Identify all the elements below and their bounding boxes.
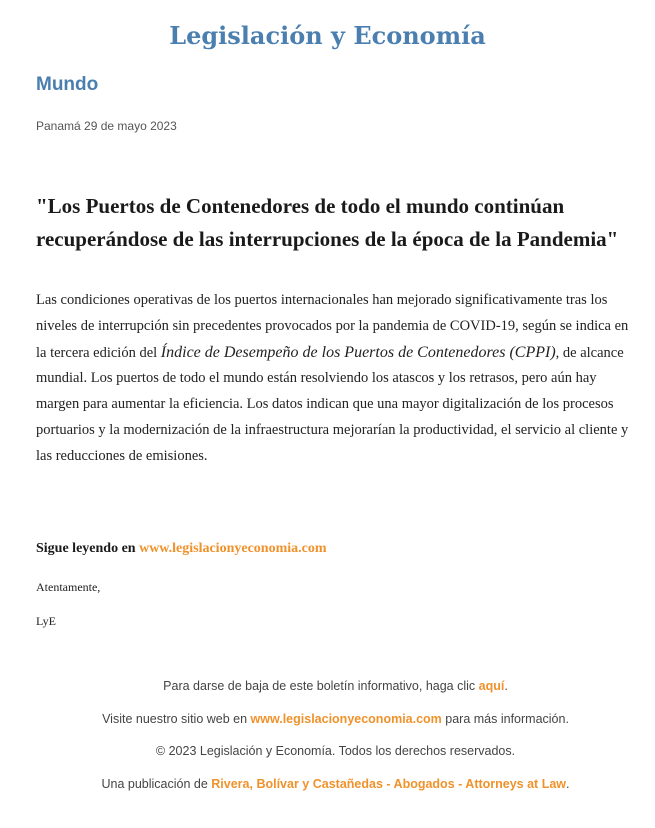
footer-publisher-text: Una publicación de: [101, 776, 212, 791]
footer-publisher: [0, 775, 655, 808]
publisher-link[interactable]: Rivera, Bolívar y Castañedas - Abogados - Attorneys at Law: [211, 776, 567, 791]
footer-unsubscribe-end: .: [504, 679, 508, 693]
article-body-index-title: Índice de Desempeño de los Puertos de Contenedores (CPPI): [160, 343, 556, 361]
unsubscribe-link[interactable]: aquí: [478, 679, 505, 693]
footer-visit-end: para más información.: [441, 711, 569, 726]
article-dateline: Panamá 29 de mayo 2023: [36, 119, 177, 133]
footer-copyright: © 2023 Legislación y Economía. Todos los derechos reservados.: [155, 744, 516, 758]
section-heading: Mundo: [36, 74, 99, 95]
footer: [0, 677, 655, 807]
footer-visit-text: Visite nuestro sitio web en: [102, 711, 251, 726]
footer-visit: [0, 710, 655, 743]
continue-reading: [36, 540, 327, 558]
continue-reading-label: Sigue leyendo en: [36, 541, 140, 556]
article-body-text-2: , de alcance mundial. Los puertos de todo el mundo están resolviendo los atascos y los retrasos, pero aún hay margen para aumentar la eficiencia. Los datos indican que una mayor digitalización de los procesos portuarios y la modernización de la infraestructura mejorarían la productividad, el servicio al cliente y las reducciones de emisiones.: [36, 344, 629, 464]
footer-unsubscribe: [0, 677, 655, 710]
masthead-title: Legislación y Economía: [169, 21, 486, 50]
signature: LyE: [36, 614, 56, 628]
website-link[interactable]: www.legislacionyeconomia.com: [250, 711, 442, 726]
article-body-text-1: Las condiciones operativas de los puertos internacionales han mejorado significativamente tras los niveles de interrupción sin precedentes provocados por la pandemia de COVID-19, según se indica en la tercera edición del: [36, 292, 629, 361]
article-body: [36, 288, 631, 470]
continue-reading-link[interactable]: www.legislacionyeconomia.com: [139, 541, 327, 556]
footer-unsubscribe-text: Para darse de baja de este boletín informativo, haga clic: [163, 679, 479, 693]
closing-salutation: Atentamente,: [36, 580, 101, 594]
article-headline: "Los Puertos de Contenedores de todo el mundo continúan recuperándose de las interrupciones de la época de la Pandemia": [36, 194, 619, 251]
footer-publisher-end: .: [566, 776, 570, 791]
